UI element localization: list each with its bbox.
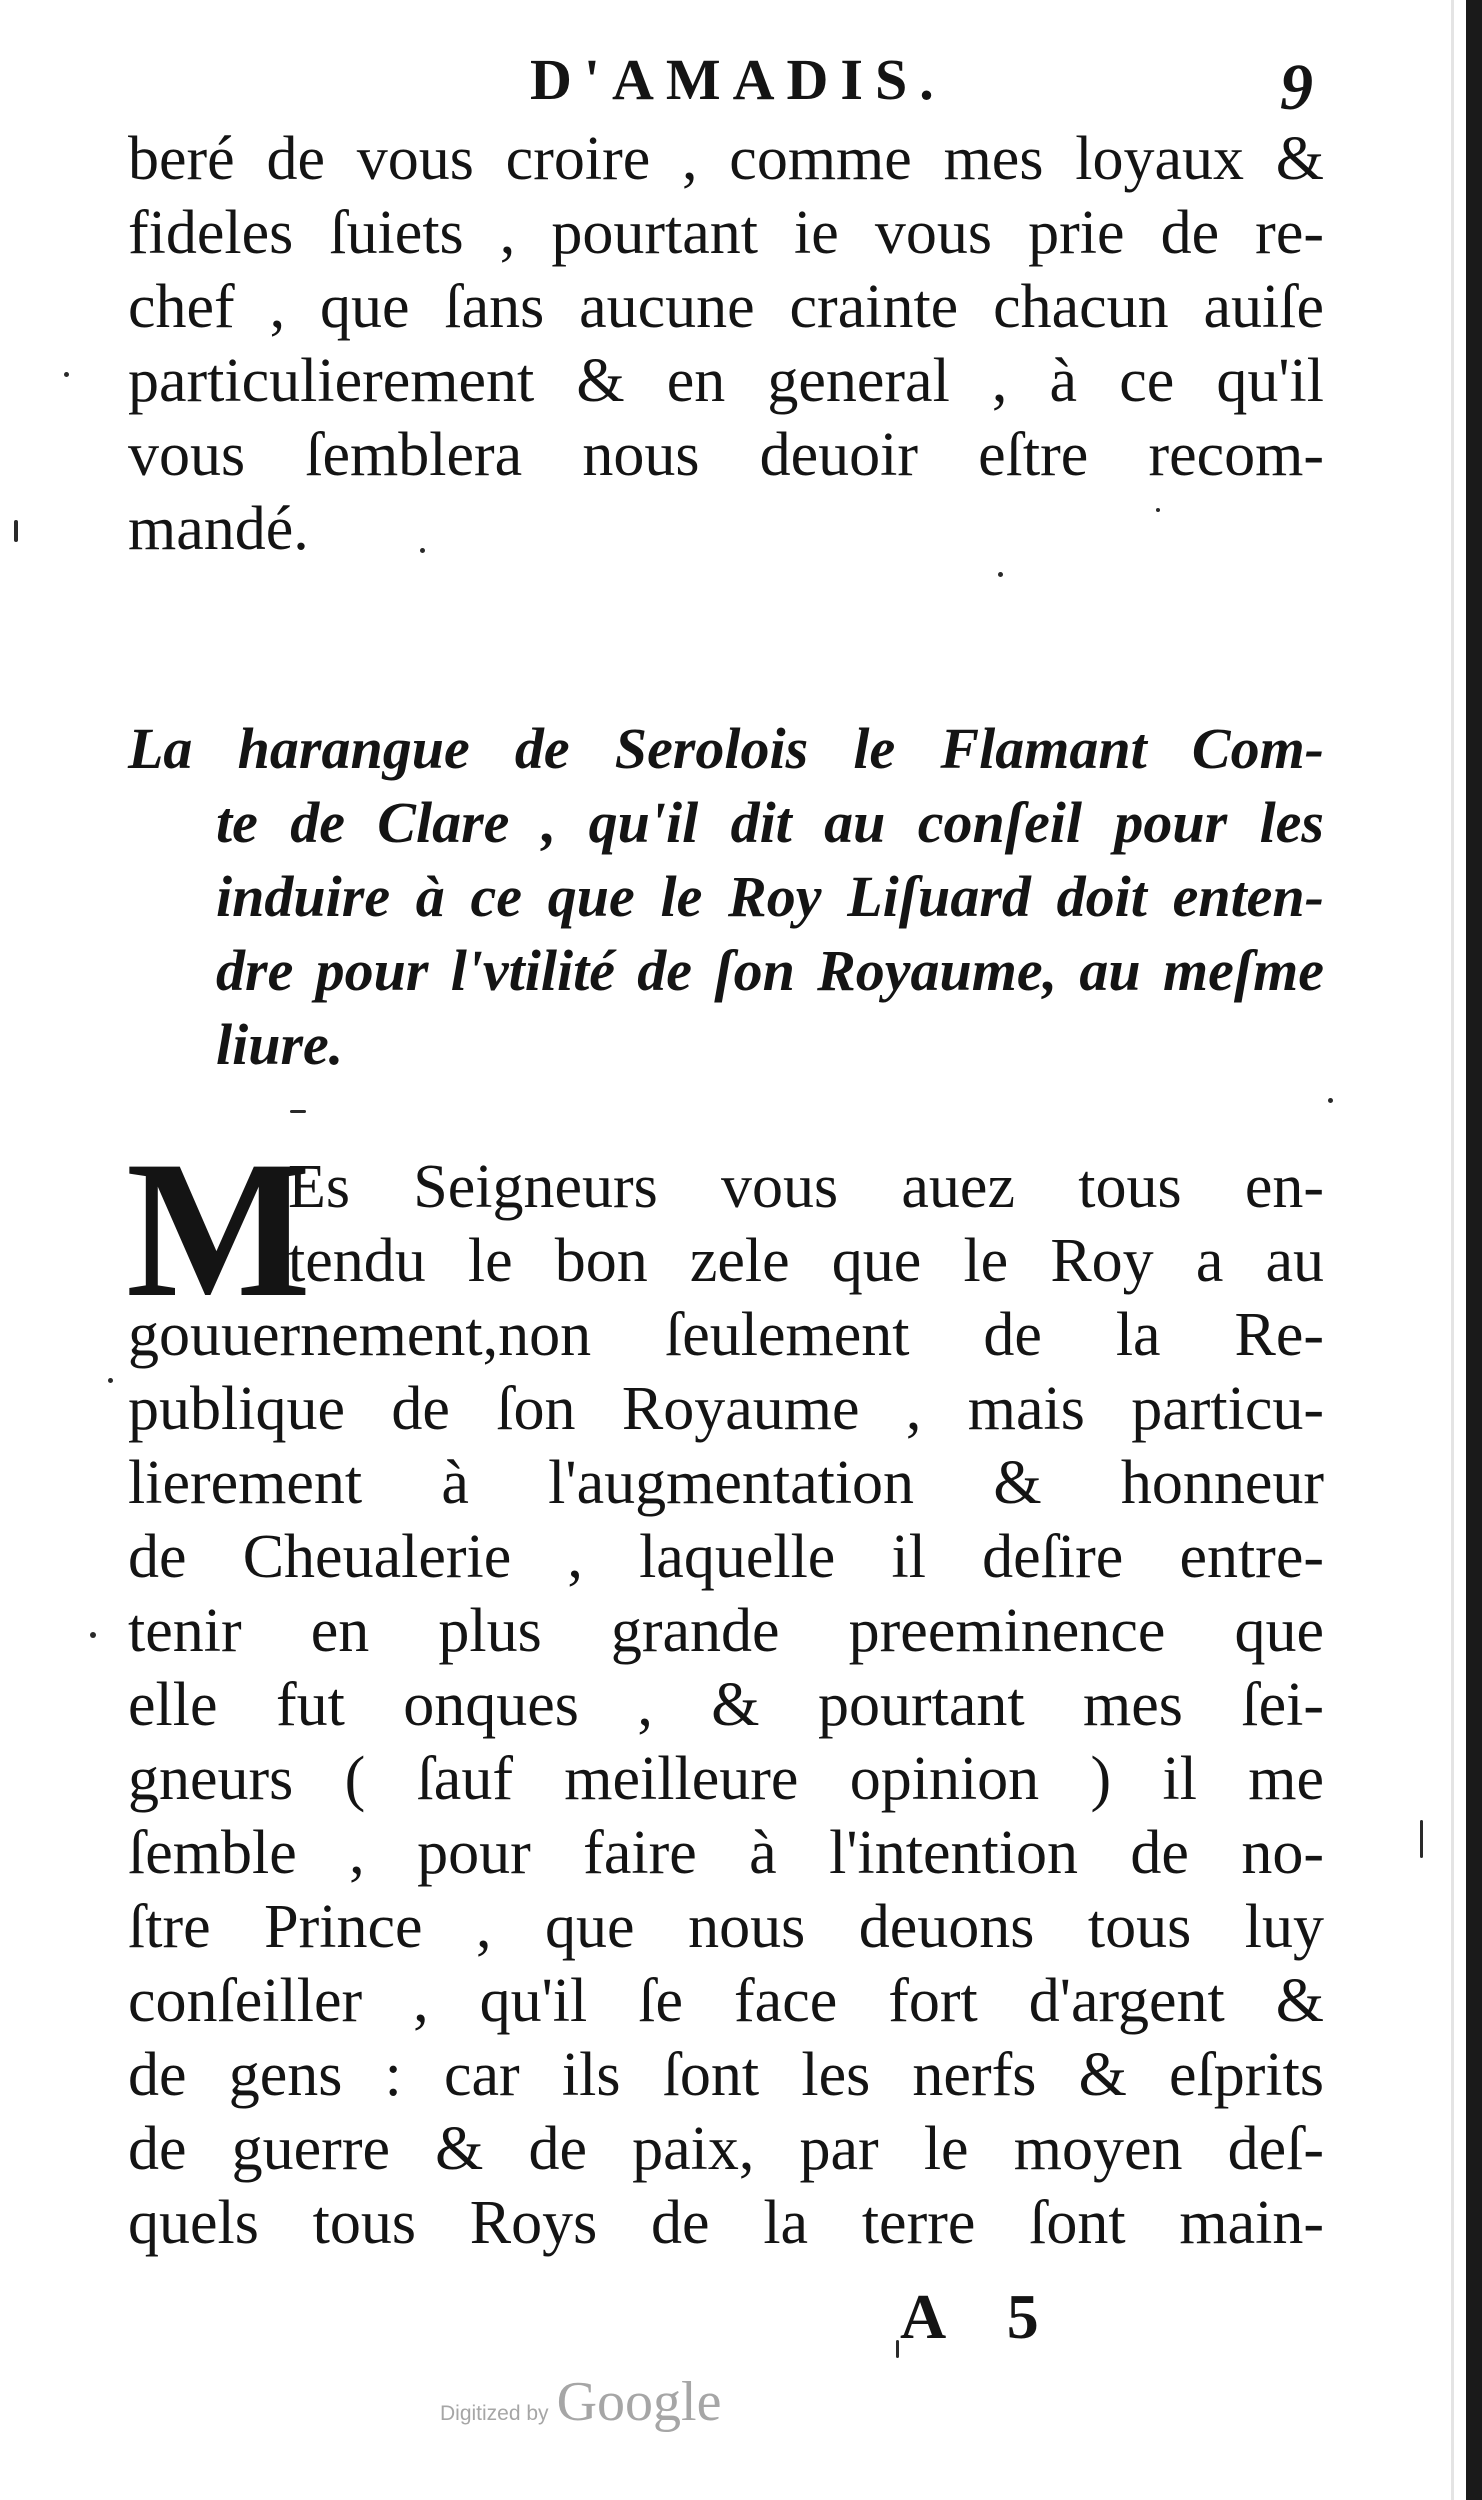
heading-line: dre pour l'vtilité de ſon Royaume, au meſme	[216, 938, 1324, 1003]
text-line: conſeiller , qu'il ſe face fort d'argent &	[128, 1967, 1324, 2035]
heading-line: te de Clare , qu'il dit au conſeil pour les	[216, 790, 1324, 855]
text-line: ſemble , pour faire à l'intention de no-	[128, 1819, 1324, 1887]
speck	[90, 1632, 96, 1638]
text-line: particulierement & en general , à ce qu'il	[128, 347, 1324, 415]
speck	[64, 372, 69, 377]
paragraph-1	[128, 122, 1324, 566]
scan-edge-line	[1451, 0, 1454, 2500]
speck	[1420, 1820, 1423, 1858]
speck	[14, 520, 18, 542]
scan-edge	[1466, 0, 1482, 2500]
google-logo: Google	[556, 2371, 722, 2433]
text-line: lierement à l'augmentation & honneur	[128, 1449, 1324, 1517]
digitized-watermark	[440, 2370, 721, 2450]
text-line: publique de ſon Royaume , mais particu-	[128, 1375, 1324, 1443]
text-line: de guerre & de paix, par le moyen deſ-	[128, 2115, 1324, 2183]
text-line: de Cheualerie , laquelle il deſire entre-	[128, 1523, 1324, 1591]
heading-line: induire à ce que le Roy Liſuard doit enten-	[216, 864, 1324, 929]
speck	[290, 1110, 306, 1113]
text-line: Es Seigneurs vous auez tous en-	[288, 1153, 1324, 1221]
signature-mark: A 5	[900, 2281, 1063, 2352]
running-title: D'AMADIS.	[530, 47, 946, 112]
text-line: gouuernement,non ſeulement de la Re-	[128, 1301, 1324, 1369]
text-line: ſtre Prince , que nous deuons tous luy	[128, 1893, 1324, 1961]
text-line: elle fut onques , & pourtant mes ſei-	[128, 1671, 1324, 1739]
text-line: beré de vous croire , comme mes loyaux &	[128, 125, 1324, 193]
page-header	[120, 46, 1320, 126]
text-line: vous ſemblera nous deuoir eſtre recom-	[128, 421, 1324, 489]
speck	[108, 1378, 113, 1383]
speck	[896, 2340, 899, 2358]
text-line: chef , que ſans aucune crainte chacun auiſe	[128, 273, 1324, 341]
heading-line: La harangue de Serolois le Flamant Com-	[128, 716, 1324, 781]
speck	[420, 548, 425, 553]
chapter-heading	[128, 712, 1324, 1082]
paragraph-2	[128, 1150, 1324, 2260]
digitized-label: Digitized by	[440, 2402, 549, 2425]
speck	[1156, 508, 1160, 512]
drop-cap: M	[126, 1121, 311, 1338]
speck	[1328, 1098, 1333, 1103]
text-line: mandé.	[128, 495, 309, 563]
text-line: quels tous Roys de la terre ſont main-	[128, 2189, 1324, 2257]
text-line: fideles ſuiets , pourtant ie vous prie de re-	[128, 199, 1324, 267]
text-line: gneurs ( ſauf meilleure opinion ) il me	[128, 1745, 1324, 1813]
text-line: tendu le bon zele que le Roy a au	[288, 1227, 1324, 1295]
speck	[998, 572, 1003, 577]
text-line: tenir en plus grande preeminence que	[128, 1597, 1324, 1665]
heading-line: liure.	[216, 1012, 344, 1077]
text-line: de gens : car ils ſont les nerfs & eſprits	[128, 2041, 1324, 2109]
page-number: 9	[1280, 51, 1313, 124]
